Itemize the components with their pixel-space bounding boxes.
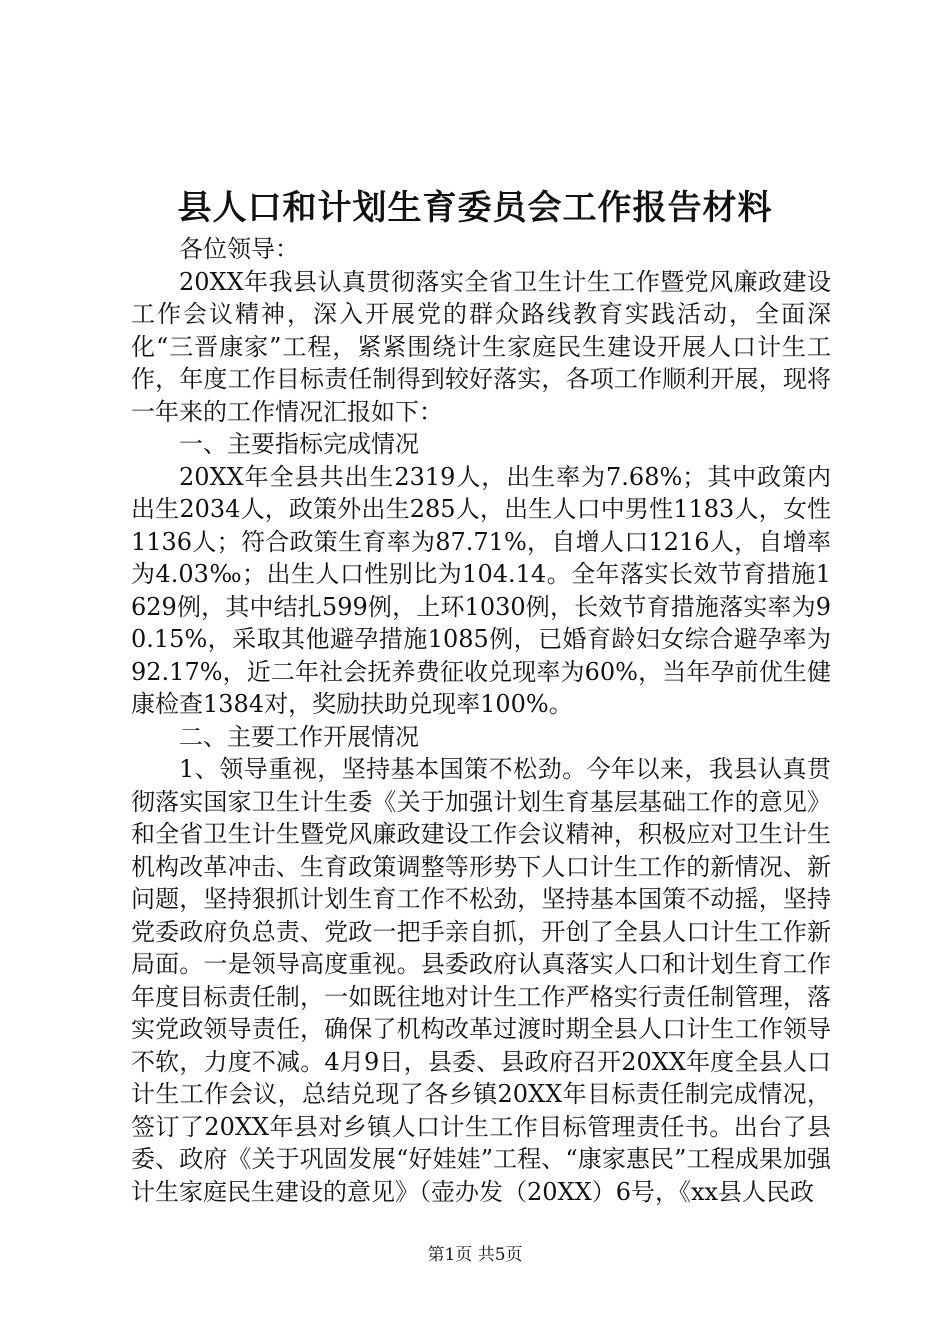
section-heading-indicators: 一、主要指标完成情况 <box>179 430 419 458</box>
section-heading-work: 二、主要工作开展情况 <box>179 722 419 751</box>
intro-paragraph: 20XX年我县认真贯彻落实全省卫生计生工作暨党风廉政建设工作会议精神，深入开展党的群众路线教育实践活动，全面深化“三晋康家”工程，紧紧围绕计生家庭民生建设开展人口计生工作，年度工作目标责任制得到较好落实，各项工作顺利开展，现将一年来的工作情况汇报如下： <box>131 267 831 426</box>
document-body <box>131 233 831 1208</box>
page-footer: 第1页 共5页 <box>427 1245 523 1265</box>
indicators-paragraph: 20XX年全县共出生2319人，出生率为7.68%；其中政策内出生2034人，政策外出生285人，出生人口中男性1183人，女性1136人；符合政策生育率为87.71%，自增人口1216人，自增率为4.03‰；出生人口性别比为104.14。全年落实长效节育措施1629例，其中结扎599例，上环1030例，长效节育措施落实率为90.15%，采取其他避孕措施1085例，已婚育龄妇女综合避孕率为92.17%，近二年社会抚养费征收兑现率为60%，当年孕前优生健康检查1384对，奖励扶助兑现率100%。 <box>131 462 831 718</box>
document-title: 县人口和计划生育委员会工作报告材料 <box>177 188 773 228</box>
salutation: 各位领导： <box>179 235 299 263</box>
work-paragraph: 1、领导重视，坚持基本国策不松劲。今年以来，我县认真贯彻落实国家卫生计生委《关于加强计划生育基层基础工作的意见》和全省卫生计生暨党风廉政建设工作会议精神，积极应对卫生计生机构改革冲击、生育政策调整等形势下人口计生工作的新情况、新问题，坚持狠抓计划生育工作不松劲，坚持基本国策不动摇，坚持党委政府负总责、党政一把手亲自抓，开创了全县人口计生工作新局面。一是领导高度重视。县委政府认真落实人口和计划生育工作年度目标责任制，一如既往地对计生工作严格实行责任制管理，落实党政领导责任，确保了机构改革过渡时期全县人口计生工作领导不软，力度不减。4月9日，县委、县政府召开20XX年度全县人口计生工作会议，总结兑现了各乡镇20XX年目标责任制完成情况，签订了20XX年县对乡镇人口计生工作目标管理责任书。出台了县委、政府《关于巩固发展“好娃娃”工程、“康家惠民”工程成果加强计生家庭民生建设的意见》（壶办发（20XX）6号，《xx县人民政 <box>131 755 831 1206</box>
